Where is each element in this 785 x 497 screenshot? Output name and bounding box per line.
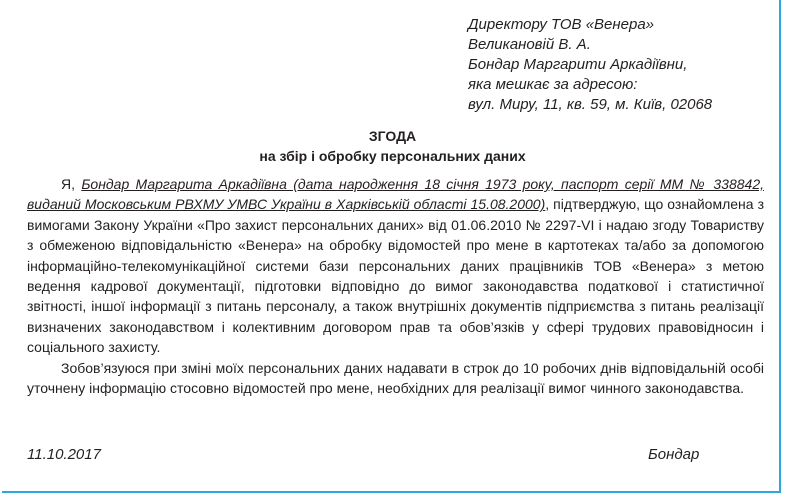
- addressee-line: Бондар Маргарити Аркадіївни,: [468, 56, 688, 73]
- body-paragraph-obligation: Зобов’язуюся при зміні моїх персональних даних надавати в строк до 10 робочих днів відповідальній особі уточнену інформацію стосовно відомостей про мене, необхідних для реалізації вимог чинного законодавства.: [27, 359, 764, 397]
- document-subtitle: на збір і обробку персональних даних: [259, 148, 526, 164]
- body-intro: Я,: [61, 176, 82, 192]
- addressee-block: [468, 15, 712, 115]
- addressee-line: Великановій В. А.: [468, 36, 591, 53]
- addressee-line: Директору ТОВ «Венера»: [468, 16, 655, 33]
- body-paragraph-consent: [27, 174, 764, 358]
- addressee-line: яка мешкає за адресою:: [468, 76, 638, 93]
- signature: Бондар: [648, 446, 700, 463]
- addressee-line: вул. Миру, 11, кв. 59, м. Київ, 02068: [468, 96, 713, 113]
- body-consent-text: , підтверджую, що ознайомлена з вимогами Закону України «Про захист персональних даних» від 01.06.2010 № 2297-VI і надаю згоду Товариству з обмеженою відповідальністю «Венера» на обробку відомостей про мене в картотеках та/або за допомогою інформаційно-телекомунікаційної системи бази персональних даних працівників ТОВ «Венера» з метою ведення кадрової документації, підготовки відповідно до вимог законодавства податкової і статистичної звітності, іншої інформації з питань персоналу, а також внутрішніх документів підприємства з питань реалізації визначених законодавством і колективним договором прав та обов’язків у сфері трудових правовідносин і соціального захисту.: [27, 196, 764, 356]
- document-date: 11.10.2017: [27, 446, 101, 463]
- personal-details: Бондар Маргарита Аркадіївна (дата народження 18 січня 1973 року, паспорт серії ММ № 338842, виданий Московським РВХМУ УМВС України в Харківській області 15.08.2000): [27, 176, 764, 213]
- document-title: ЗГОДА: [368, 128, 417, 144]
- document-body: [27, 174, 764, 398]
